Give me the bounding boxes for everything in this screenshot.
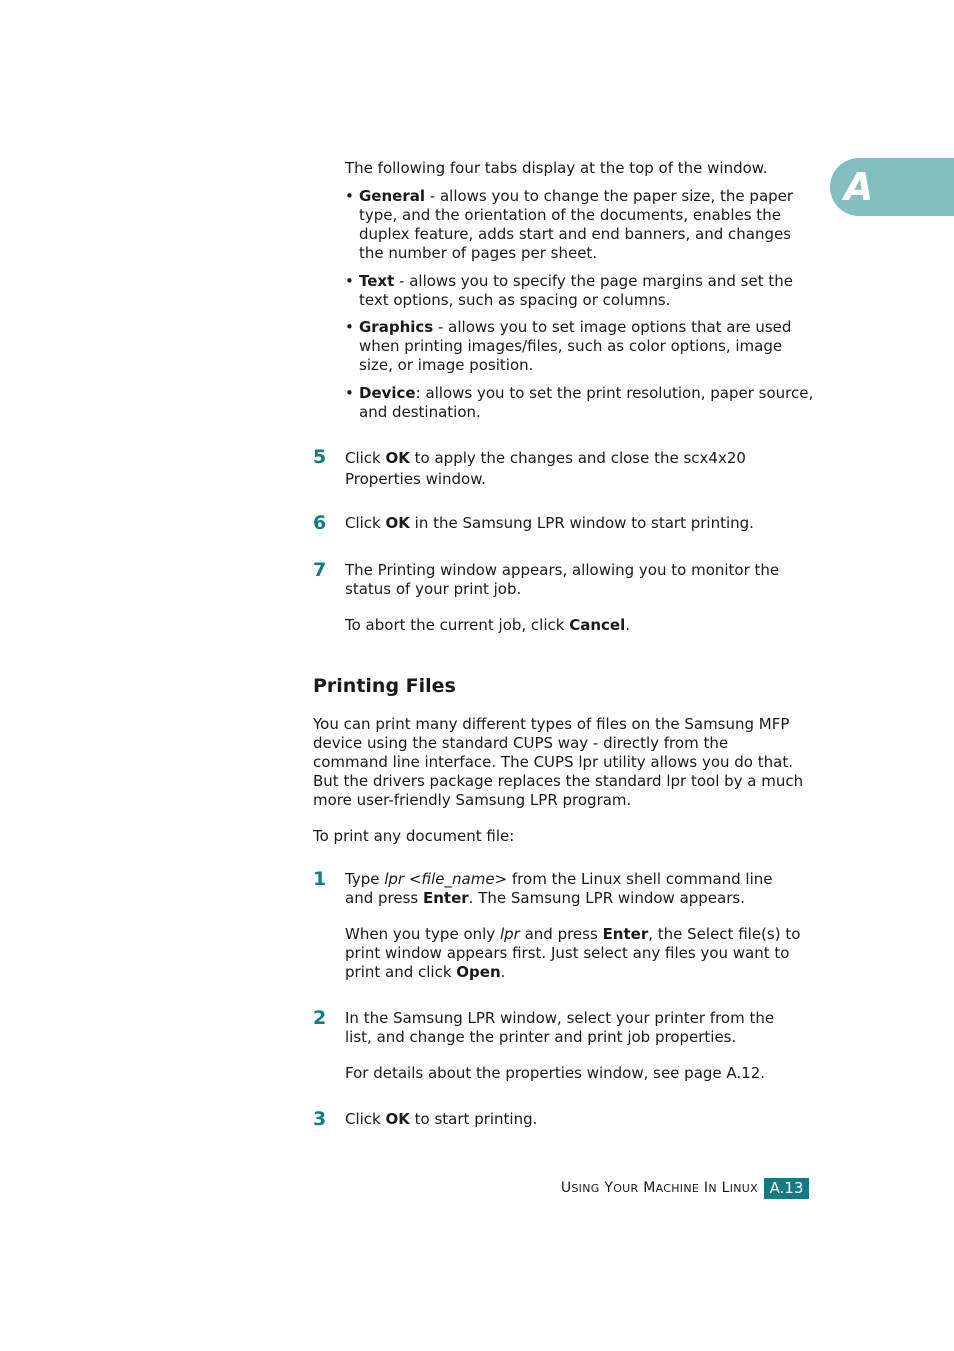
section-heading: Printing Files	[313, 675, 456, 697]
separator: :	[415, 384, 426, 402]
chapter-letter: A	[844, 165, 874, 209]
separator: -	[394, 272, 410, 290]
step-text: Click OK to start printing.	[345, 1110, 538, 1128]
bullet-icon: •	[345, 384, 354, 402]
step-number: 3	[313, 1108, 327, 1130]
separator: -	[433, 318, 449, 336]
running-footer: USING YOUR MACHINE IN LINUX	[560, 1180, 758, 1196]
separator: -	[425, 187, 440, 205]
page-number: A.13	[764, 1178, 809, 1199]
step-text: In the Samsung LPR window, select your printer from the list, and change the printer and print job properties.	[345, 1009, 775, 1046]
step-note: To abort the current job, click Cancel.	[345, 616, 631, 634]
list-item	[345, 272, 819, 310]
list-item	[345, 187, 819, 263]
tab-name: Graphics	[359, 318, 434, 336]
bullet-icon: •	[345, 272, 354, 290]
tab-description: allows you to specify the page margins and set the text options, such as spacing or columns.	[359, 272, 793, 309]
section-body: You can print many different types of files on the Samsung MFP device using the standard CUPS way - directly from the command line interface. The CUPS lpr utility allows you do that. But the drivers package replaces the standard lpr tool by a much more user-friendly Samsung LPR program.	[313, 715, 804, 809]
step-note: When you type only lpr and press Enter, the Select file(s) to print window appears first. Just select any files you want to print and click Open.	[345, 925, 801, 981]
intro-paragraph: The following four tabs display at the top of the window.	[345, 159, 768, 177]
step-number: 2	[313, 1007, 327, 1029]
step-text: Type lpr <file_name> from the Linux shell command line and press Enter. The Samsung LPR window appears.	[345, 870, 773, 907]
bullet-icon: •	[345, 187, 354, 205]
step-text: Click OK to apply the changes and close the scx4x20 Properties window.	[345, 449, 746, 488]
step-note: For details about the properties window, see page A.12.	[345, 1064, 766, 1082]
tab-name: Text	[359, 272, 395, 290]
step-number: 6	[313, 512, 327, 534]
bullet-icon: •	[345, 318, 354, 336]
tab-name: Device	[359, 384, 416, 402]
tab-name: General	[359, 187, 425, 205]
step-text: The Printing window appears, allowing you to monitor the status of your print job.	[345, 561, 780, 598]
list-item	[345, 318, 819, 375]
step-text: Click OK in the Samsung LPR window to start printing.	[345, 514, 754, 532]
step-number: 1	[313, 868, 327, 890]
tab-description: allows you to change the paper size, the paper type, and the orientation of the documents, enables the duplex feature, adds start and end banners, and changes the number of pages per sheet.	[359, 187, 794, 262]
tab-description: allows you to set the print resolution, paper source, and destination.	[359, 384, 814, 421]
step-number: 7	[313, 559, 327, 581]
list-item	[345, 384, 819, 422]
section-lead: To print any document file:	[313, 827, 515, 845]
tab-description: allows you to set image options that are used when printing images/files, such as color options, image size, or image position.	[359, 318, 792, 374]
step-number: 5	[313, 446, 327, 468]
